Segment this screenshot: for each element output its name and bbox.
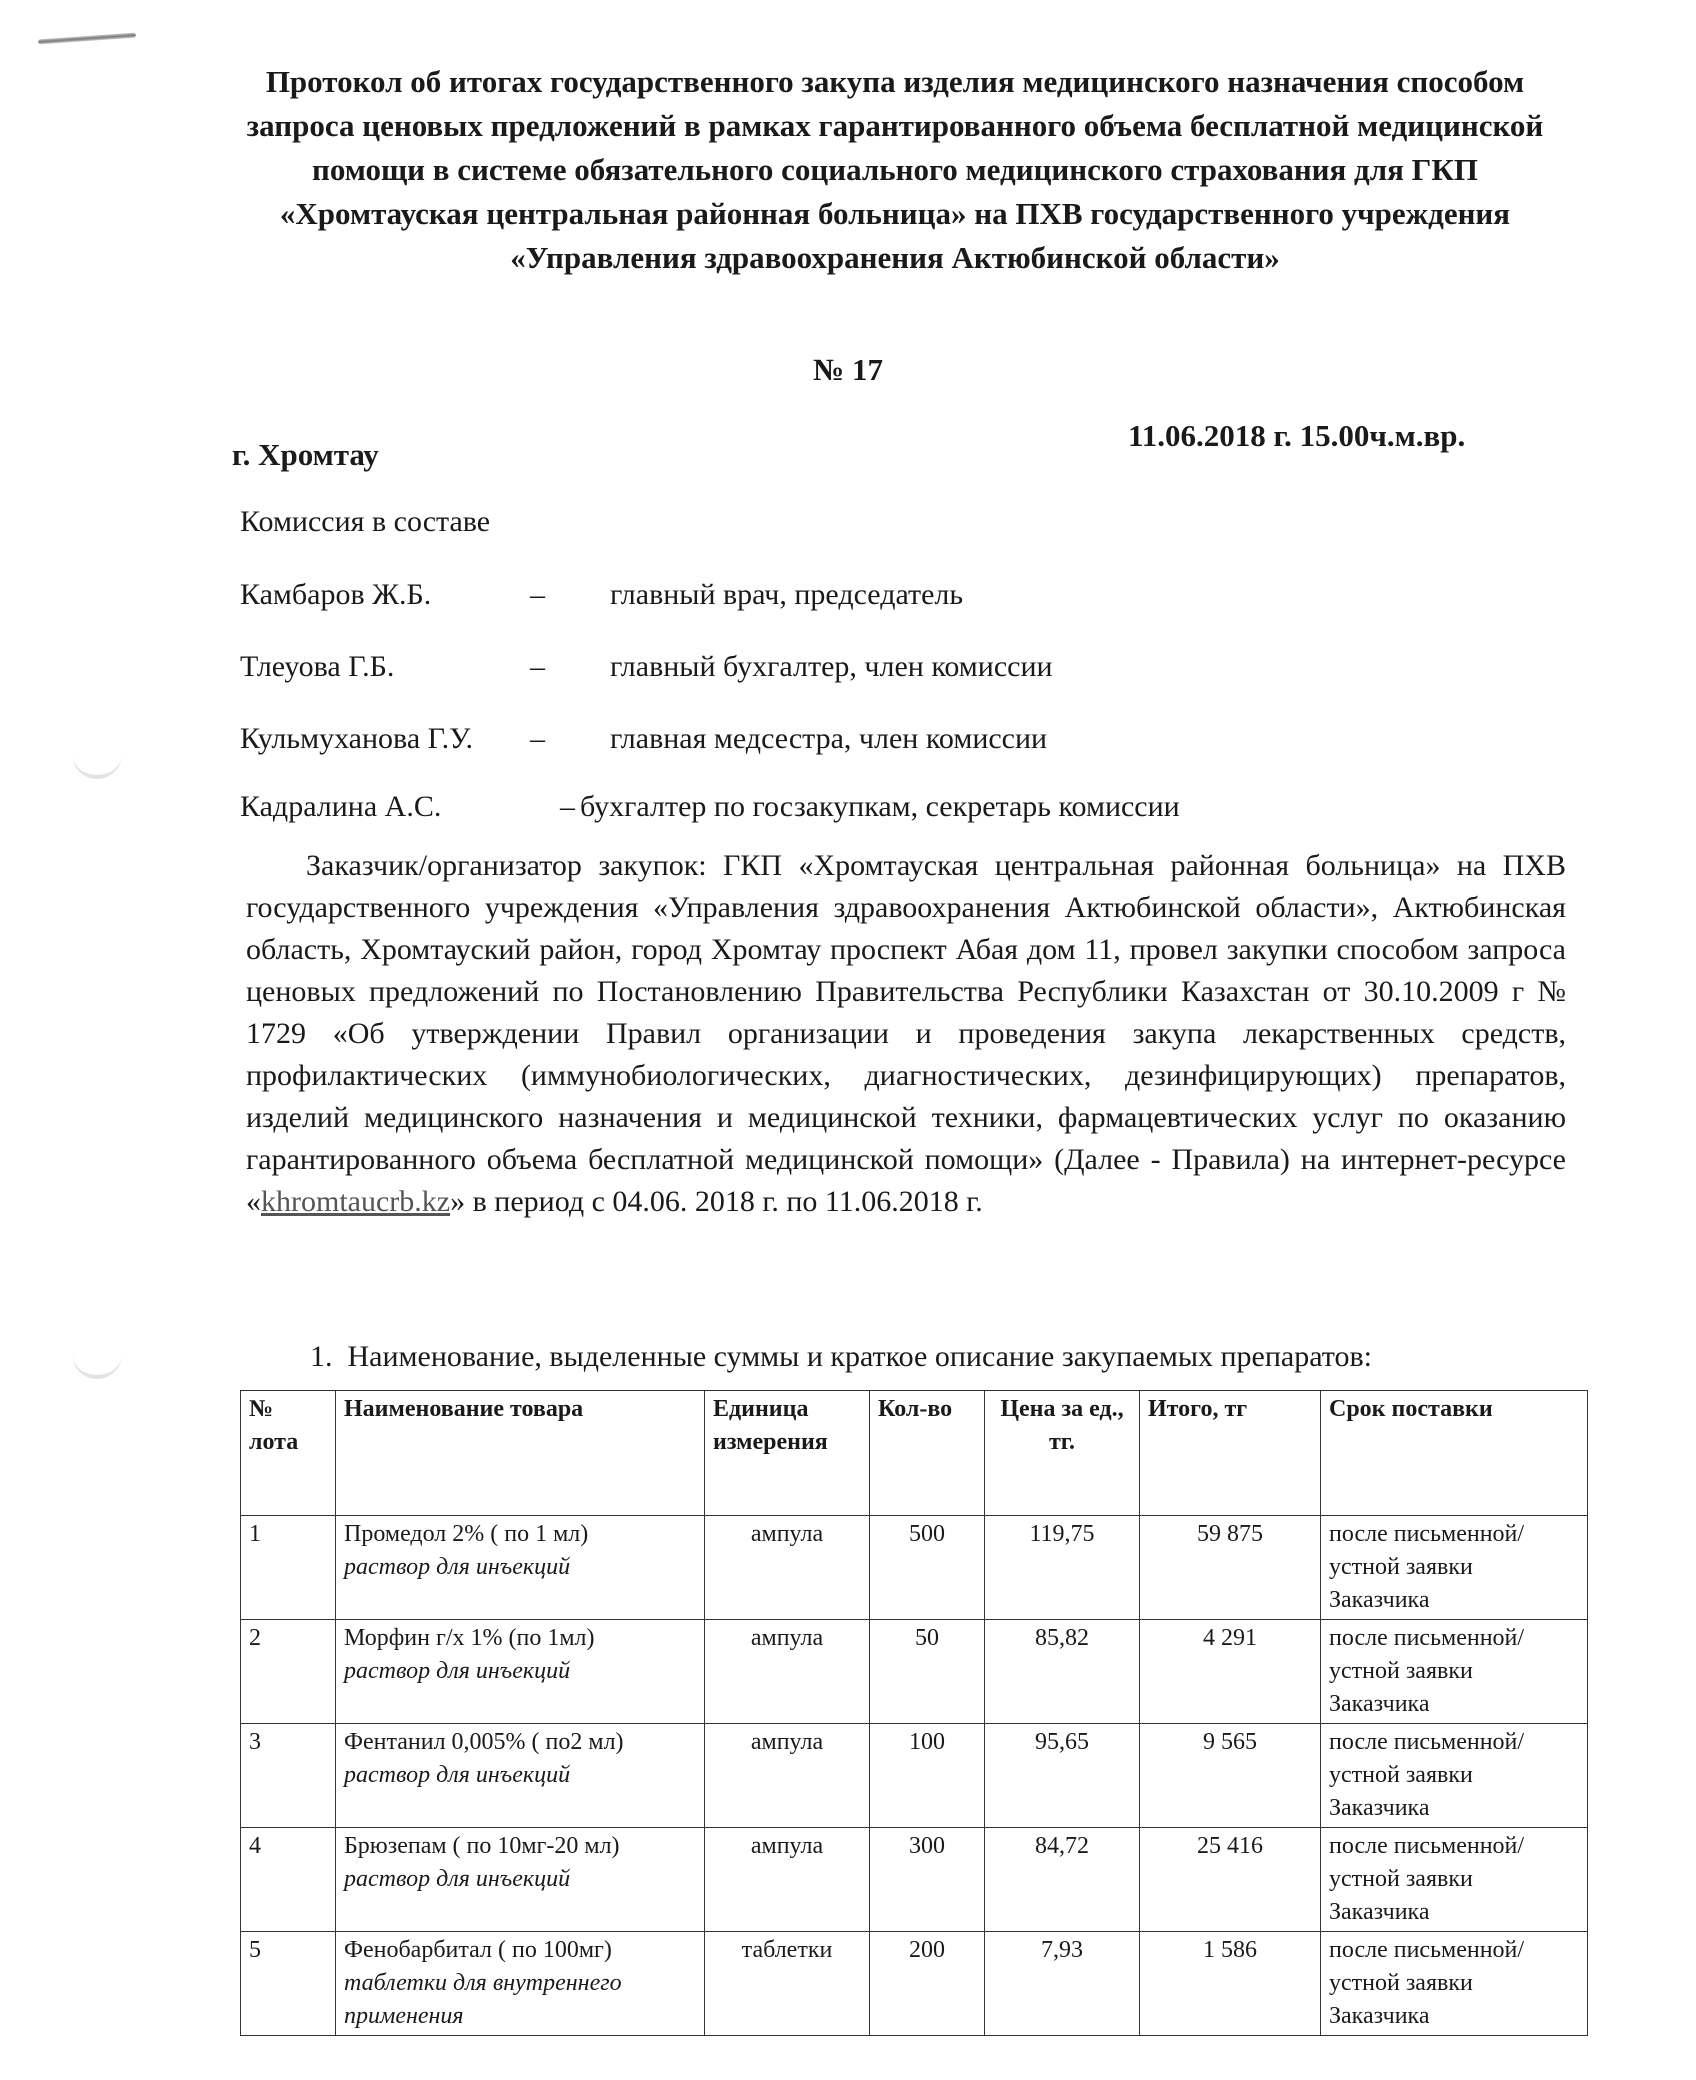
member-role: главный бухгалтер, член комиссии xyxy=(610,650,1053,683)
header-price: Цена за ед., тг. xyxy=(985,1391,1140,1516)
cell-price: 119,75 xyxy=(985,1516,1140,1620)
cell-qty: 300 xyxy=(870,1828,985,1932)
cell-delivery: после письменной/устной заявки Заказчика xyxy=(1321,1620,1588,1724)
cell-unit: ампула xyxy=(705,1620,870,1724)
cell-name xyxy=(336,1932,705,2036)
cell-price: 95,65 xyxy=(985,1724,1140,1828)
lots-table xyxy=(240,1390,1588,2036)
cell-name xyxy=(336,1724,705,1828)
protocol-number: № 17 xyxy=(813,352,883,387)
member-dash: – xyxy=(560,790,575,823)
header-delivery: Срок поставки xyxy=(1321,1391,1588,1516)
member-role: главная медсестра, член комиссии xyxy=(610,722,1048,755)
section-heading xyxy=(310,1340,1372,1374)
cell-name xyxy=(336,1516,705,1620)
cell-total: 4 291 xyxy=(1140,1620,1321,1724)
cell-lot: 2 xyxy=(241,1620,336,1724)
cell-delivery: после письменной/устной заявки Заказчика xyxy=(1321,1516,1588,1620)
member-role: главный врач, председатель xyxy=(610,578,964,611)
commission-heading: Комиссия в составе xyxy=(240,505,491,538)
cell-qty: 100 xyxy=(870,1724,985,1828)
cell-price: 84,72 xyxy=(985,1828,1140,1932)
date-time: 11.06.2018 г. 15.00ч.м.вр. xyxy=(1128,418,1466,453)
item-form: таблетки для внутреннего применения xyxy=(344,1970,622,2029)
table-row xyxy=(241,1828,1588,1932)
table-row xyxy=(241,1620,1588,1724)
member-dash: – xyxy=(530,578,545,611)
cell-unit: ампула xyxy=(705,1516,870,1620)
staple-mark xyxy=(38,33,136,45)
item-name: Брюзепам ( по 10мг-20 мл) xyxy=(344,1833,620,1859)
commission-member xyxy=(240,578,1440,612)
header-total: Итого, тг xyxy=(1140,1391,1321,1516)
member-dash: – xyxy=(530,722,545,755)
item-form: раствор для инъекций xyxy=(344,1762,571,1788)
cell-unit: ампула xyxy=(705,1828,870,1932)
cell-total: 9 565 xyxy=(1140,1724,1321,1828)
document-title: Протокол об итогах государственного закупа изделия медицинского назначения способом запроса ценовых предложений в рамках гарантированного объема бесплатной медицинской помощи в системе обязательного социального медицинского страхования для ГКП «Хромтауская центральная районная больница» на ПХВ государственного учреждения «Управления здравоохранения Актюбинской области» xyxy=(246,64,1544,275)
cell-price: 7,93 xyxy=(985,1932,1140,2036)
punch-hole-mark xyxy=(72,1345,122,1379)
city: г. Хромтау xyxy=(232,437,379,472)
table-row xyxy=(241,1516,1588,1620)
item-name: Фенобарбитал ( по 100мг) xyxy=(344,1937,612,1963)
cell-name xyxy=(336,1828,705,1932)
cell-qty: 50 xyxy=(870,1620,985,1724)
commission-member xyxy=(240,650,1440,684)
cell-total: 1 586 xyxy=(1140,1932,1321,2036)
commission-member xyxy=(240,790,1440,824)
member-name: Кадралина А.С. xyxy=(240,790,442,823)
cell-lot: 4 xyxy=(241,1828,336,1932)
cell-lot: 1 xyxy=(241,1516,336,1620)
item-form: раствор для инъекций xyxy=(344,1658,571,1684)
section-title: Наименование, выделенные суммы и краткое описание закупаемых препаратов: xyxy=(347,1340,1372,1373)
cell-qty: 500 xyxy=(870,1516,985,1620)
header-unit: Единица измерения xyxy=(705,1391,870,1516)
item-form: раствор для инъекций xyxy=(344,1866,571,1892)
item-form: раствор для инъекций xyxy=(344,1554,571,1580)
punch-hole-mark xyxy=(72,745,122,779)
body-text: Заказчик/организатор закупок: ГКП «Хромтауская центральная районная больница» на ПХВ государственного учреждения «Управления здравоохранения Актюбинской области», Актюбинская область, Хромтауский район, город Хромтау проспект Абая дом 11, провел закупки способом запроса ценовых предложений по Постановлению Правительства Республики Казахстан от 30.10.2009 г № 1729 «Об утверждении Правил организации и проведения закупа лекарственных средств, профилактических (иммунобиологических, диагностических, дезинфицирующих) препаратов, изделий медицинского назначения и медицинской техники, фармацевтических услуг по оказанию гарантированного объема бесплатной медицинской помощи» (Далее - Правила) на интернет-ресурсе « xyxy=(246,849,1566,1218)
member-name: Камбаров Ж.Б. xyxy=(240,578,432,611)
header-qty: Кол-во xyxy=(870,1391,985,1516)
table-header-row xyxy=(241,1391,1588,1516)
cell-name xyxy=(336,1620,705,1724)
header-name: Наименование товара xyxy=(336,1391,705,1516)
member-name: Тлеуова Г.Б. xyxy=(240,650,395,683)
cell-delivery: после письменной/устной заявки Заказчика xyxy=(1321,1828,1588,1932)
cell-unit: таблетки xyxy=(705,1932,870,2036)
member-dash: – xyxy=(530,650,545,683)
cell-total: 25 416 xyxy=(1140,1828,1321,1932)
body-paragraph xyxy=(246,845,1566,1223)
section-number: 1. xyxy=(310,1340,333,1373)
cell-total: 59 875 xyxy=(1140,1516,1321,1620)
header-lot: № лота xyxy=(241,1391,336,1516)
cell-delivery: после письменной/устной заявки Заказчика xyxy=(1321,1932,1588,2036)
body-text-end: » в период с 04.06. 2018 г. по 11.06.2018 г. xyxy=(450,1185,983,1218)
cell-lot: 3 xyxy=(241,1724,336,1828)
item-name: Морфин г/х 1% (по 1мл) xyxy=(344,1625,595,1651)
cell-delivery: после письменной/устной заявки Заказчика xyxy=(1321,1724,1588,1828)
website-link[interactable]: khromtaucrb.kz xyxy=(261,1185,451,1218)
commission-member xyxy=(240,722,1440,756)
member-role: бухгалтер по госзакупкам, секретарь комиссии xyxy=(580,790,1180,823)
cell-qty: 200 xyxy=(870,1932,985,2036)
member-name: Кульмуханова Г.У. xyxy=(240,722,473,755)
cell-lot: 5 xyxy=(241,1932,336,2036)
table-row xyxy=(241,1932,1588,2036)
cell-unit: ампула xyxy=(705,1724,870,1828)
item-name: Промедол 2% ( по 1 мл) xyxy=(344,1521,589,1547)
cell-price: 85,82 xyxy=(985,1620,1140,1724)
item-name: Фентанил 0,005% ( по2 мл) xyxy=(344,1729,624,1755)
table-row xyxy=(241,1724,1588,1828)
